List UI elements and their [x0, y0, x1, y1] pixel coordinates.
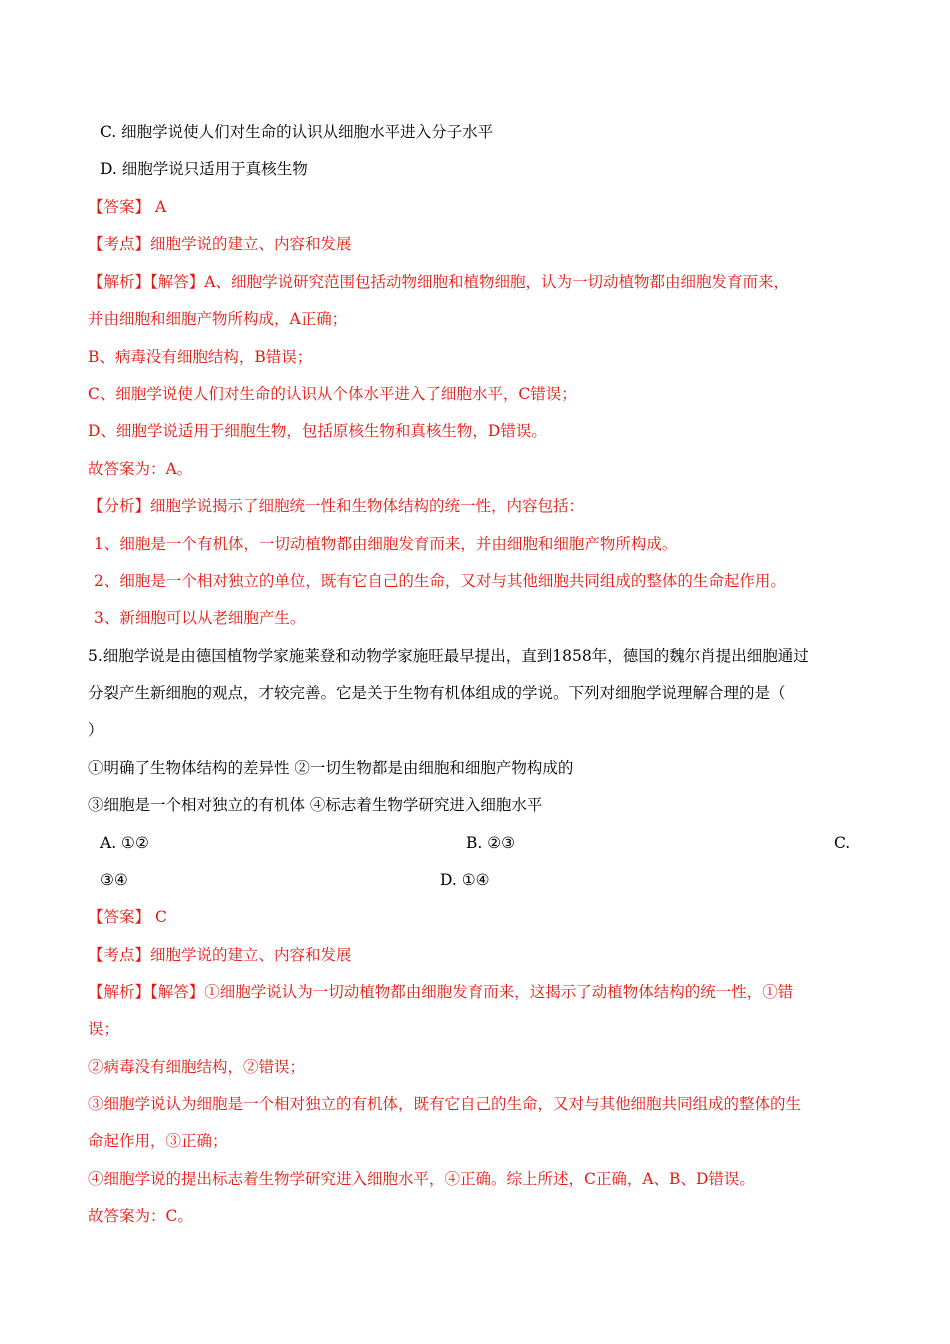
jiexi-text: ①细胞学说认为一切动植物都由细胞发育而来，这揭示了动植物体结构的统一性，①错: [204, 983, 794, 1001]
q4-jiexi-b: B、病毒没有细胞结构，B错误；: [88, 348, 313, 366]
q4-fenxi-2: 2、细胞是一个相对独立的单位，既有它自己的生命，又对与其他细胞共同组成的整体的生命起作用。: [94, 572, 786, 590]
q5-jiexi-2: ②病毒没有细胞结构，②错误；: [88, 1058, 306, 1076]
q5-jiexi-4: ④细胞学说的提出标志着生物学研究进入细胞水平，④正确。综上所述，C正确，A、B、D错误。: [88, 1170, 755, 1188]
q5-option-c-value: ③④: [100, 871, 128, 889]
q5-option-c-label: C.: [834, 834, 851, 852]
q4-jiexi-d: D、细胞学说适用于细胞生物，包括原核生物和真核生物，D错误。: [88, 422, 547, 440]
q5-kaodian: [88, 945, 352, 965]
q5-conclusion: 故答案为：C。: [88, 1207, 193, 1225]
q5-stem-line1: 5.细胞学说是由德国植物学家施莱登和动物学家施旺最早提出，直到1858年，德国的魏尔肖提出细胞通过: [88, 647, 809, 665]
q4-conclusion: 故答案为：A。: [88, 460, 193, 478]
q4-answer: [88, 197, 166, 217]
fenxi-text: 细胞学说揭示了细胞统一性和生物体结构的统一性，内容包括：: [150, 497, 585, 515]
q5-jiexi-line1: [88, 982, 793, 1002]
answer-value: A: [150, 198, 167, 216]
kaodian-tag: 【考点】: [88, 946, 151, 964]
q4-kaodian: [88, 234, 352, 254]
q5-stem-line2: 分裂产生新细胞的观点，才较完善。它是关于生物有机体组成的学说。下列对细胞学说理解合理的是（: [88, 684, 786, 702]
q5-jiexi-line2: 误；: [88, 1020, 120, 1038]
fenxi-tag: 【分析】: [88, 497, 151, 515]
q5-option-d: D. ①④: [440, 871, 490, 889]
kaodian-text: 细胞学说的建立、内容和发展: [150, 235, 352, 253]
q4-jiexi-c: C、细胞学说使人们对生命的认识从个体水平进入了细胞水平，C错误；: [88, 385, 577, 403]
q5-option-a: A. ①②: [100, 834, 149, 852]
kaodian-text: 细胞学说的建立、内容和发展: [150, 946, 352, 964]
q5-stem-line3: ）: [88, 721, 104, 739]
q5-answer: [88, 907, 167, 927]
q5-option-b: B. ②③: [466, 834, 516, 852]
q5-statements-1-2: ①明确了生物体结构的差异性 ②一切生物都是由细胞和细胞产物构成的: [88, 759, 574, 777]
q4-option-c: C. 细胞学说使人们对生命的认识从细胞水平进入分子水平: [100, 123, 494, 141]
answer-value: C: [150, 908, 167, 926]
q4-jiexi-line2: 并由细胞和细胞产物所构成，A正确；: [88, 310, 348, 328]
answer-tag: 【答案】: [88, 908, 151, 926]
kaodian-tag: 【考点】: [88, 235, 151, 253]
jiexi-tag: 【解析】【解答】: [88, 273, 205, 291]
q4-jiexi-line1: [88, 272, 789, 292]
jiexi-text: A、细胞学说研究范围包括动物细胞和植物细胞，认为一切动植物都由细胞发育而来，: [204, 273, 789, 291]
q5-jiexi-3-line1: ③细胞学说认为细胞是一个相对独立的有机体，既有它自己的生命，又对与其他细胞共同组成的整体的生: [88, 1095, 802, 1113]
q5-statements-3-4: ③细胞是一个相对独立的有机体 ④标志着生物学研究进入细胞水平: [88, 796, 543, 814]
q4-fenxi: [88, 496, 584, 516]
q4-fenxi-1: 1、细胞是一个有机体，一切动植物都由细胞发育而来，并由细胞和细胞产物所构成。: [94, 535, 678, 553]
q5-jiexi-3-line2: 命起作用，③正确；: [88, 1132, 228, 1150]
q4-option-d: D. 细胞学说只适用于真核生物: [100, 160, 308, 178]
jiexi-tag: 【解析】【解答】: [88, 983, 205, 1001]
answer-tag: 【答案】: [88, 198, 151, 216]
q4-fenxi-3: 3、新细胞可以从老细胞产生。: [94, 609, 306, 627]
